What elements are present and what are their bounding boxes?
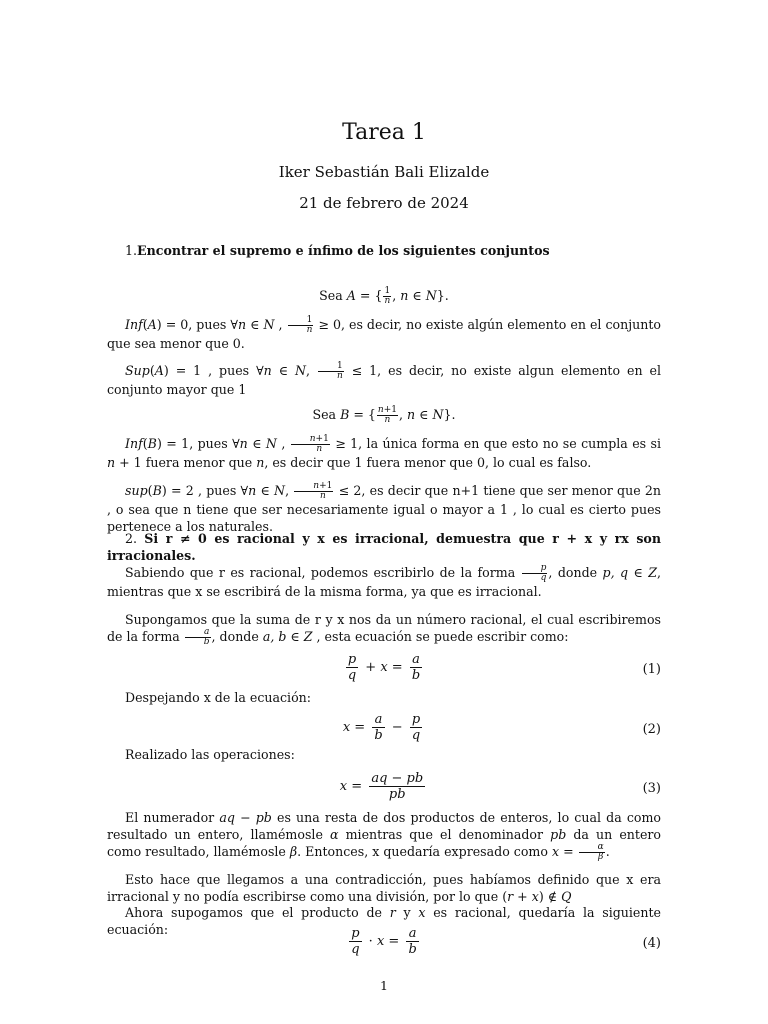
section-1-heading: 1.Encontrar el supremo e ínfimo de los siguientes conjuntos	[125, 243, 550, 258]
section-2-paragraph-5: El numerador aq − pb es una resta de dos productos de enteros, lo cual da como resultado un entero, llamémosle α mientras que el denominador pb da un entero como resultado, llamémosle β. Entonces, x quedaría expresado como x = $\frac{\alpha}{\beta}$ .	[107, 810, 662, 862]
section-2-paragraph-4: Realizado las operaciones:	[125, 747, 295, 762]
equation-3: x = $\frac{aq - pb}{pb}$ (3)	[339, 771, 661, 802]
section-2-heading: 2. Si r ≠ 0 es racional y x es irracional, demuestra que r + x y rx son irracionales.	[107, 531, 661, 563]
equation-1-number: (1)	[642, 662, 661, 677]
equation-4-number: (4)	[642, 936, 661, 951]
section-2-paragraph-7: Ahora supogamos que el producto de r y x es racional, quedaría la siguiente ecuación:	[107, 905, 662, 937]
set-b-definition: Sea B = { $\frac{n+1}{n}$ , n ∈ N}.	[312, 405, 456, 425]
inf-b-paragraph: Inf(B) = 1, pues ∀n ∈ N , $\frac{n+1}{n}$ ≥ 1, la única forma en que esto no se cumpla es si n + 1 fuera menor que n, es decir que 1 fuera menor que 0, lo cual es falso.	[107, 434, 661, 470]
page-number: 1	[380, 978, 388, 993]
document-date: 21 de febrero de 2024	[299, 194, 469, 212]
section-2-paragraph-6: Esto hace que llegamos a una contradicción, pues habíamos definido que x era irracional y no podía escribirse como una división, por lo que (r + x) ∉ Q	[107, 872, 661, 904]
equation-4: $\frac{p}{q}$ · x = $\frac{a}{b}$ (4)	[351, 926, 661, 957]
equation-1: $\frac{p}{q}$ + x = $\frac{a}{b}$ (1)	[347, 652, 661, 683]
equation-2-number: (2)	[642, 722, 661, 737]
section-2-paragraph-1: Sabiendo que r es racional, podemos escribirlo de la forma $\frac{p}{q}$ , donde p, q ∈ Z, mientras que x se escribirá de la misma forma, ya que es irracional.	[107, 563, 661, 599]
section-2-paragraph-2: Supongamos que la suma de r y x nos da un número racional, el cual escribiremos de la forma $\frac{a}{b}$ , donde a, b ∈ Z , esta ecuación se puede escribir como:	[107, 612, 661, 647]
sup-b-paragraph: sup(B) = 2 , pues ∀n ∈ N, $\frac{n+1}{n}$ ≤ 2, es decir que n+1 tiene que ser menor que 2n , o sea que n tiene que ser necesariamente igual o mayor a 1 , lo cual es cierto pues pertenece a los naturales.	[107, 481, 661, 534]
equation-2: x = $\frac{a}{b}$ − $\frac{p}{q}$ (2)	[342, 712, 661, 743]
section-2-paragraph-3: Despejando x de la ecuación:	[125, 690, 312, 705]
equation-3-number: (3)	[642, 781, 661, 796]
document-title: Tarea 1	[342, 120, 426, 145]
inf-a-paragraph: Inf(A) = 0, pues ∀n ∈ N , $\frac{1}{n}$ ≥ 0, es decir, no existe algún elemento en el conjunto que sea menor que 0.	[107, 315, 661, 351]
sup-a-paragraph: Sup(A) = 1 , pues ∀n ∈ N, $\frac{1}{n}$ ≤ 1, es decir, no existe algun elemento en el conjunto mayor que 1	[107, 361, 661, 397]
document-author: Iker Sebastián Bali Elizalde	[278, 163, 490, 181]
set-a-definition: Sea A = { $\frac{1}{n}$ , n ∈ N}.	[319, 286, 449, 306]
